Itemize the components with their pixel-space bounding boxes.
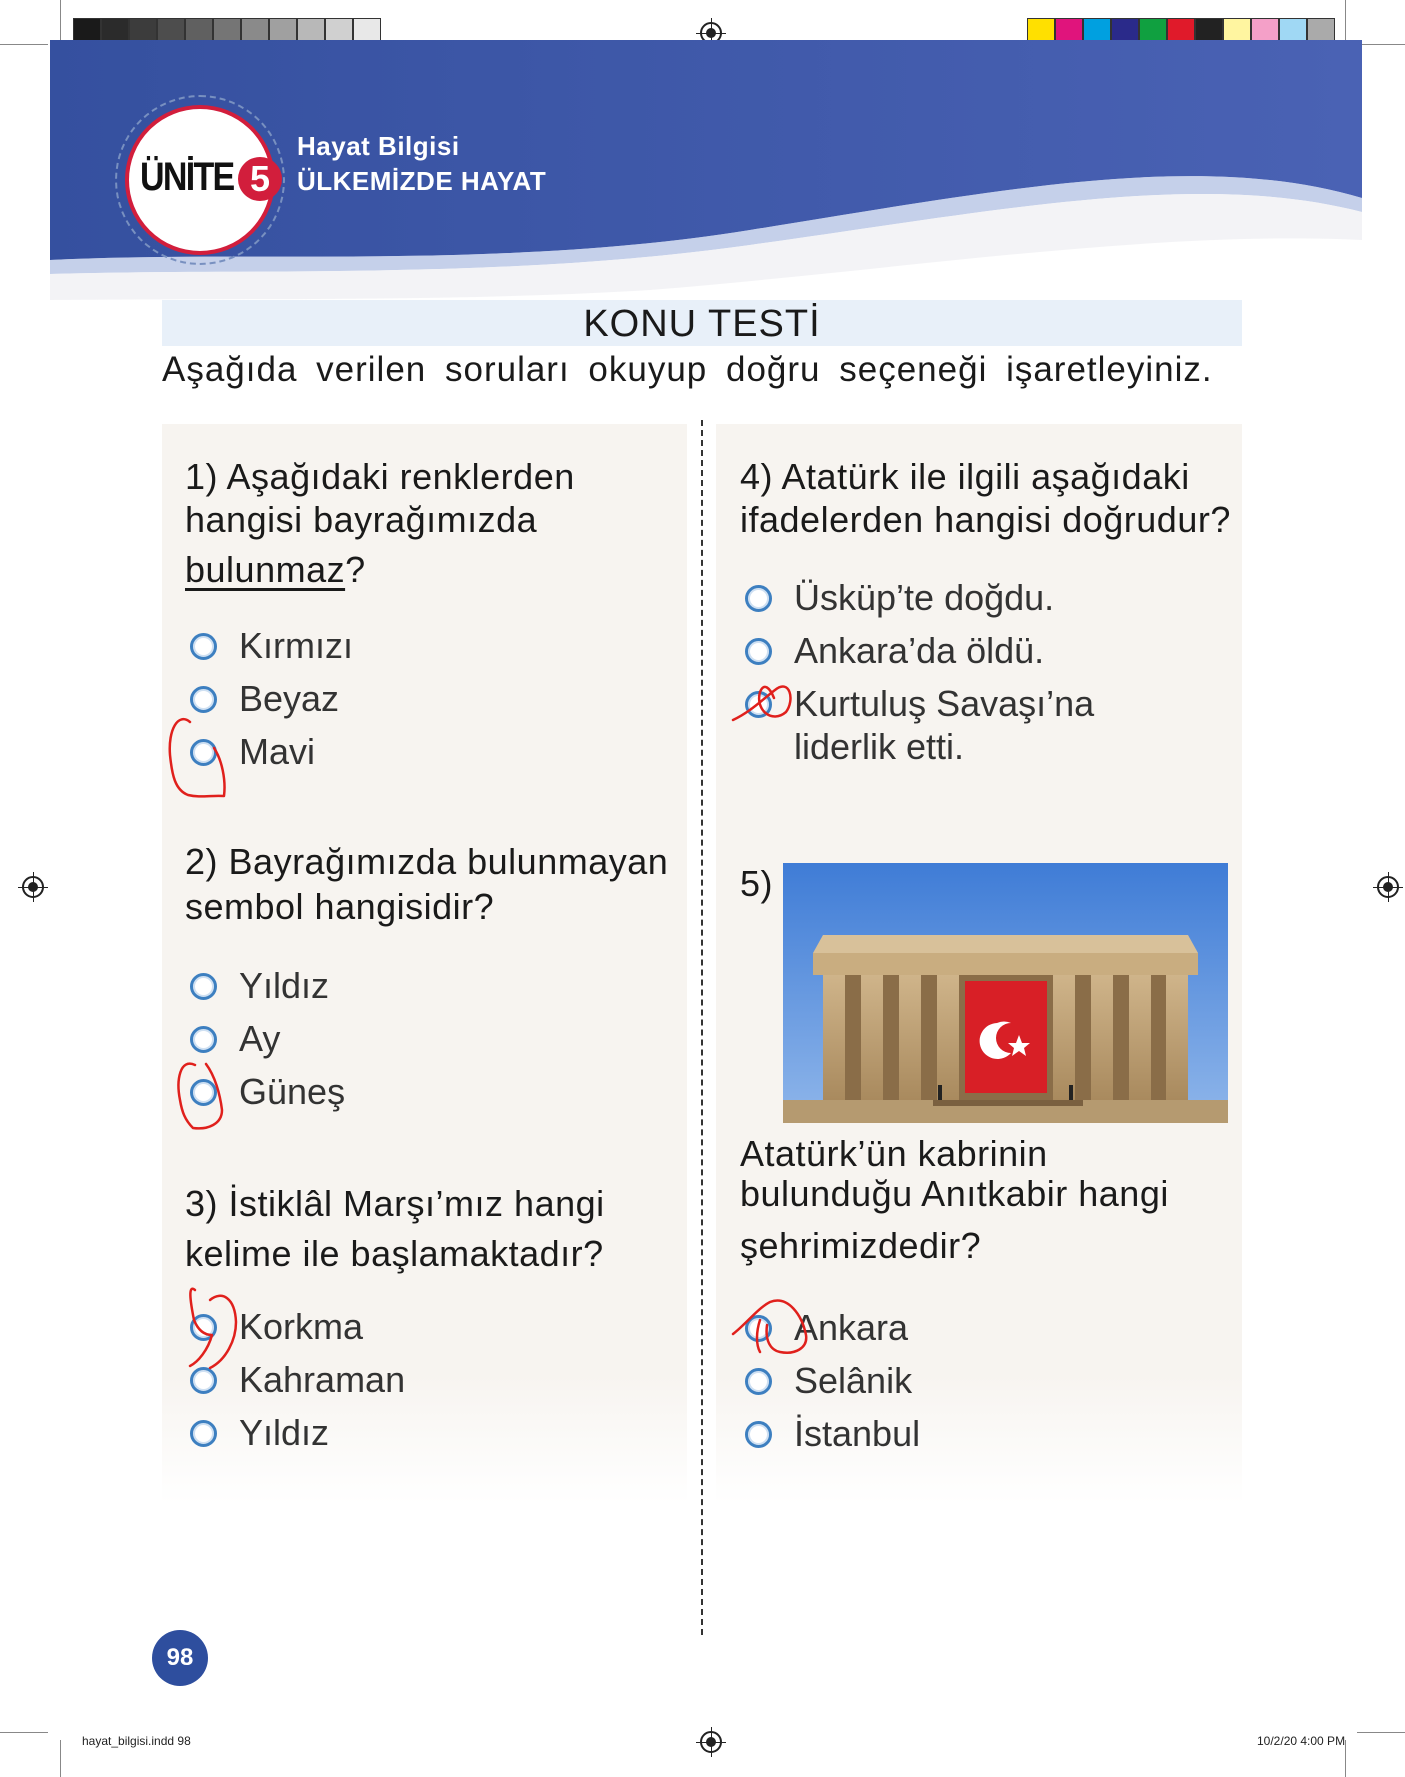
- column-divider: [701, 420, 703, 1635]
- radio-circle-icon[interactable]: [190, 686, 217, 713]
- radio-circle-icon[interactable]: [190, 633, 217, 660]
- question-5-line-1: Atatürk’ün kabrinin: [740, 1133, 1048, 1174]
- radio-circle-icon[interactable]: [190, 739, 217, 766]
- question-5-line-3: şehrimizdedir?: [740, 1225, 982, 1266]
- crop-mark: [0, 44, 48, 45]
- slug-filename: hayat_bilgisi.indd 98: [82, 1734, 191, 1748]
- subject-title: Hayat Bilgisi: [297, 131, 460, 161]
- question-1-line-2: hangisi bayrağımızda: [185, 499, 538, 540]
- q4-option-2[interactable]: Ankara’da öldü.: [745, 630, 1044, 672]
- question-3-line-1: 3) İstiklâl Marşı’mız hangi: [185, 1183, 605, 1224]
- q1-option-2[interactable]: Beyaz: [190, 678, 339, 720]
- radio-circle-icon[interactable]: [745, 638, 772, 665]
- underlined-keyword: bulunmaz: [185, 549, 346, 590]
- q1-option-3[interactable]: Mavi: [190, 731, 315, 773]
- question-2-line-2: sembol hangisidir?: [185, 886, 495, 927]
- q2-option-3[interactable]: Güneş: [190, 1071, 345, 1113]
- radio-circle-icon[interactable]: [190, 1420, 217, 1447]
- q4-option-3[interactable]: Kurtuluş Savaşı’na: [745, 683, 1094, 725]
- q3-option-2[interactable]: Kahraman: [190, 1359, 405, 1401]
- crop-mark: [1357, 1732, 1405, 1733]
- test-title: KONU TESTİ: [583, 303, 821, 345]
- radio-circle-icon[interactable]: [190, 1367, 217, 1394]
- question-2-line-1: 2) Bayrağımızda bulunmayan: [185, 841, 669, 882]
- q4-option-3-continued: liderlik etti.: [794, 726, 965, 767]
- crop-mark: [60, 1740, 61, 1777]
- question-3-line-2: kelime ile başlamaktadır?: [185, 1233, 604, 1274]
- question-1-line-3: bulunmaz?: [185, 549, 366, 590]
- unit-title: ÜLKEMİZDE HAYAT: [297, 166, 547, 196]
- unit-word: ÜNİTE: [140, 155, 234, 199]
- radio-circle-icon[interactable]: [190, 1026, 217, 1053]
- unit-number: 5: [238, 157, 282, 201]
- slug-date: 10/2/20 4:00 PM: [1257, 1734, 1346, 1748]
- radio-circle-icon[interactable]: [190, 1079, 217, 1106]
- registration-mark-icon: [1377, 876, 1399, 898]
- q2-option-2[interactable]: Ay: [190, 1018, 280, 1060]
- q4-option-1[interactable]: Üsküp’te doğdu.: [745, 577, 1054, 619]
- question-4-line-1: 4) Atatürk ile ilgili aşağıdaki: [740, 456, 1190, 497]
- question-5-line-2: bulunduğu Anıtkabir hangi: [740, 1173, 1169, 1214]
- q3-option-3[interactable]: Yıldız: [190, 1412, 329, 1454]
- radio-circle-icon[interactable]: [745, 1315, 772, 1342]
- registration-mark-icon: [22, 876, 44, 898]
- crop-mark: [0, 1732, 48, 1733]
- instruction-text: Aşağıda verilen soruları okuyup doğru seçeneği işaretleyiniz.: [162, 350, 1213, 389]
- radio-circle-icon[interactable]: [190, 973, 217, 1000]
- q5-option-2[interactable]: Selânik: [745, 1360, 912, 1402]
- question-5-number: 5): [740, 863, 774, 904]
- q5-option-1[interactable]: Ankara: [745, 1307, 908, 1349]
- page-number: 98: [152, 1630, 208, 1686]
- registration-mark-icon: [700, 1731, 722, 1753]
- crop-mark: [1357, 44, 1405, 45]
- radio-circle-icon[interactable]: [745, 585, 772, 612]
- question-4-line-2: ifadelerden hangisi doğrudur?: [740, 499, 1231, 540]
- radio-circle-icon[interactable]: [190, 1314, 217, 1341]
- q3-option-1[interactable]: Korkma: [190, 1306, 363, 1348]
- anitkabir-photo: [783, 863, 1228, 1123]
- crop-mark: [1345, 1740, 1346, 1777]
- radio-circle-icon[interactable]: [745, 1368, 772, 1395]
- question-1-line-1: 1) Aşağıdaki renklerden: [185, 456, 575, 497]
- radio-circle-icon[interactable]: [745, 691, 772, 718]
- q5-option-3[interactable]: İstanbul: [745, 1413, 920, 1455]
- q1-option-1[interactable]: Kırmızı: [190, 625, 353, 667]
- q2-option-1[interactable]: Yıldız: [190, 965, 329, 1007]
- radio-circle-icon[interactable]: [745, 1421, 772, 1448]
